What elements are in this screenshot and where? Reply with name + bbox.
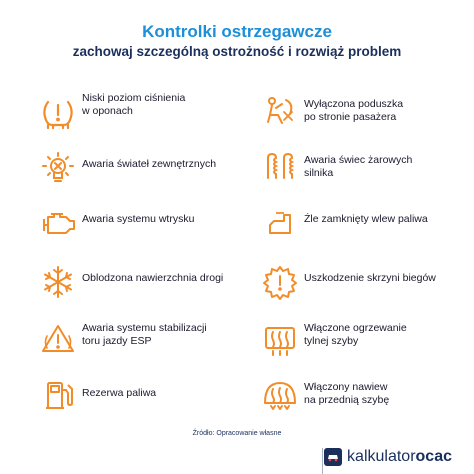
- warning-label: Źle zamknięty wlew paliwa: [304, 213, 428, 225]
- glow-plug-icon: [260, 148, 300, 188]
- airbag-off-icon: [260, 92, 300, 132]
- warning-label: Włączony nawiew na przednią szybę: [304, 381, 390, 406]
- warning-item-airbag: [260, 92, 474, 136]
- brand-logo: [324, 446, 452, 468]
- warning-label: Awaria systemu stabilizacji toru jazdy ESP: [82, 322, 207, 347]
- warning-label: Awaria świateł zewnętrznych: [82, 158, 217, 170]
- footer-divider: [322, 448, 323, 474]
- engine-icon: [38, 203, 78, 243]
- warning-label: Oblodzona nawierzchnia drogi: [82, 272, 224, 284]
- warning-label: Awaria systemu wtrysku: [82, 213, 195, 225]
- brand-name-bold: ocac: [415, 448, 452, 465]
- page-title: Kontrolki ostrzegawcze: [142, 22, 332, 41]
- fuel-pump-icon: [38, 375, 78, 415]
- source-note: Źródło: Opracowanie własne: [192, 430, 282, 437]
- warning-label: Awaria świec żarowych silnika: [304, 154, 413, 179]
- warning-item-glow-plug: [260, 148, 474, 192]
- warning-item-rear-defrost: [260, 320, 474, 364]
- warning-item-fuel-cap: [260, 203, 474, 247]
- warning-item-gearbox: [260, 262, 474, 306]
- rear-defrost-icon: [260, 320, 300, 360]
- warning-label: Niski poziom ciśnienia w oponach: [82, 92, 186, 117]
- warning-item-esp: [38, 320, 258, 364]
- brand-name-light: kalkulator: [347, 448, 416, 465]
- warning-item-fuel: [38, 375, 258, 419]
- warning-item-bulb: [38, 148, 258, 192]
- car-logo-icon: [324, 448, 342, 466]
- warning-item-engine: [38, 203, 258, 247]
- fuel-cap-icon: [260, 203, 300, 243]
- warning-item-tire-pressure: [38, 92, 258, 136]
- esp-triangle-icon: [38, 320, 78, 360]
- page-subtitle: zachowaj szczególną ostrożność i rozwiąż problem: [72, 44, 402, 59]
- warning-label: Rezerwa paliwa: [82, 387, 157, 399]
- warning-label: Włączone ogrzewanie tylnej szyby: [304, 322, 407, 347]
- warning-item-ice: [38, 262, 258, 306]
- front-defrost-icon: [260, 375, 300, 415]
- snowflake-icon: [38, 262, 78, 302]
- gear-warning-icon: [260, 262, 300, 302]
- tire-pressure-icon: [38, 92, 78, 132]
- warning-label: Uszkodzenie skrzyni biegów: [304, 272, 436, 284]
- bulb-failure-icon: [38, 148, 78, 188]
- warning-item-front-defrost: [260, 375, 474, 419]
- warning-label: Wyłączona poduszka po stronie pasażera: [304, 98, 404, 123]
